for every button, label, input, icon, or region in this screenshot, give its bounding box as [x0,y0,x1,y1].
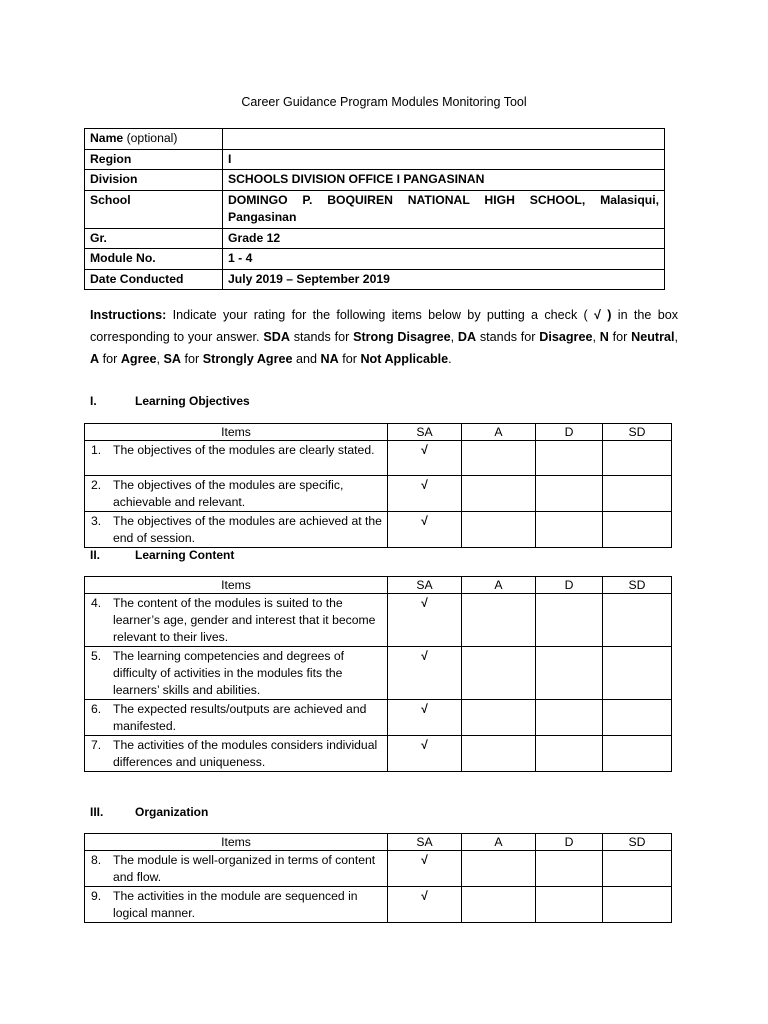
school-value-line1: DOMINGO P. BOQUIREN NATIONAL HIGH SCHOOL, Malasiqui, [228,192,659,207]
document-title: Career Guidance Program Modules Monitoring Tool [241,95,527,109]
item-text: The expected results/outputs are achieved and manifested. [113,702,367,733]
item-number: 8. [91,853,102,867]
rating-cell-sd[interactable] [603,887,672,923]
section-number: II. [90,548,101,562]
header-d: D [536,834,603,851]
rating-table [84,576,672,772]
rating-cell-sa[interactable] [388,594,462,647]
rating-cell-d[interactable] [536,647,603,700]
item-text: The learning competencies and degrees of difficulty of activities in the modules fits the learners’ skills and abilities. [113,649,345,697]
header-items: Items [85,424,388,441]
rating-cell-a[interactable] [462,851,536,887]
header-items: Items [85,834,388,851]
header-sd: SD [603,577,672,594]
item-number: 4. [91,596,102,610]
item-statement [85,647,388,700]
check-mark-icon: √ [421,443,428,457]
name-field[interactable] [223,129,665,150]
item-statement [85,441,388,476]
name-label: Name (optional) [85,129,223,150]
rating-cell-sd[interactable] [603,736,672,772]
item-number: 2. [91,478,102,492]
rating-cell-a[interactable] [462,512,536,548]
rating-cell-a[interactable] [462,647,536,700]
rating-header-row [85,424,672,441]
rating-cell-sd[interactable] [603,594,672,647]
rating-cell-sd[interactable] [603,851,672,887]
check-mark-icon: √ [421,702,428,716]
item-statement [85,851,388,887]
item-statement [85,512,388,548]
rating-header-row [85,834,672,851]
module-label: Module No. [85,249,223,270]
section-number: I. [90,394,97,408]
item-statement [85,736,388,772]
rating-cell-sa[interactable] [388,851,462,887]
item-statement [85,594,388,647]
check-mark-icon: √ [421,649,428,663]
check-mark-icon: √ [421,738,428,752]
item-number: 5. [91,649,102,663]
rating-cell-sa[interactable] [388,441,462,476]
item-statement [85,476,388,512]
rating-cell-sd[interactable] [603,512,672,548]
table-row [85,736,672,772]
rating-table [84,423,672,548]
info-row-date [85,269,665,290]
school-value [223,190,665,228]
header-d: D [536,424,603,441]
item-text: The objectives of the modules are clearly stated. [113,443,375,457]
rating-cell-d[interactable] [536,594,603,647]
info-row-module [85,249,665,270]
table-row [85,441,672,476]
rating-cell-sa[interactable] [388,647,462,700]
rating-cell-sa[interactable] [388,476,462,512]
rating-table [84,833,672,923]
section-title: Learning Content [135,548,235,562]
info-row-name [85,129,665,150]
info-row-school [85,190,665,228]
rating-cell-d[interactable] [536,887,603,923]
item-text: The content of the modules is suited to the learner’s age, gender and interest that it become relevant to their lives. [113,596,376,644]
item-number: 3. [91,514,102,528]
rating-cell-d[interactable] [536,441,603,476]
table-row [85,594,672,647]
header-a: A [462,424,536,441]
section-title: Learning Objectives [135,394,250,408]
school-label: School [85,190,223,228]
info-row-grade [85,228,665,249]
header-sa: SA [388,424,462,441]
item-text: The objectives of the modules are specific, achievable and relevant. [113,478,344,509]
rating-cell-sd[interactable] [603,647,672,700]
section-heading [90,394,250,408]
date-value: July 2019 – September 2019 [223,269,665,290]
table-row [85,647,672,700]
check-mark-icon: √ [421,478,428,492]
info-row-region [85,149,665,170]
grade-value: Grade 12 [223,228,665,249]
rating-cell-a[interactable] [462,736,536,772]
header-d: D [536,577,603,594]
table-row [85,700,672,736]
item-number: 1. [91,443,102,457]
header-sd: SD [603,834,672,851]
region-label: Region [85,149,223,170]
item-statement [85,700,388,736]
instructions-paragraph: Instructions: Indicate your rating for the following items below by putting a check ( √ ) in the box corresponding to your answer. SDA stands for Strong Disagree, DA stands for Disagree, N for Neutral, A for Agree, SA for Strongly Agree and NA for Not Applicable. [90,308,678,366]
header-a: A [462,834,536,851]
rating-cell-sa[interactable] [388,700,462,736]
respondent-info-table [84,128,665,290]
header-sa: SA [388,834,462,851]
section-heading [90,805,208,819]
item-text: The objectives of the modules are achieved at the end of session. [113,514,382,545]
division-label: Division [85,170,223,191]
school-value-line2: Pangasinan [228,210,297,224]
section-heading [90,548,234,562]
date-label: Date Conducted [85,269,223,290]
table-row [85,512,672,548]
rating-cell-sa[interactable] [388,887,462,923]
section-title: Organization [135,805,209,819]
rating-cell-sa[interactable] [388,512,462,548]
check-mark-icon: √ [421,853,428,867]
rating-cell-d[interactable] [536,512,603,548]
rating-cell-sd[interactable] [603,476,672,512]
table-row [85,887,672,923]
check-mark-icon: √ [421,596,428,610]
item-text: The activities in the module are sequenced in logical manner. [113,889,358,920]
check-mark-icon: √ [421,514,428,528]
table-row [85,851,672,887]
header-a: A [462,577,536,594]
rating-cell-a[interactable] [462,441,536,476]
region-value: I [223,149,665,170]
item-text: The activities of the modules considers individual differences and uniqueness. [113,738,378,769]
header-items: Items [85,577,388,594]
module-value: 1 - 4 [223,249,665,270]
item-number: 6. [91,702,102,716]
header-sa: SA [388,577,462,594]
rating-cell-a[interactable] [462,476,536,512]
rating-header-row [85,577,672,594]
rating-cell-d[interactable] [536,851,603,887]
item-number: 9. [91,889,102,903]
header-sd: SD [603,424,672,441]
item-number: 7. [91,738,102,752]
rating-cell-a[interactable] [462,700,536,736]
table-row [85,476,672,512]
section-number: III. [90,805,104,819]
rating-cell-a[interactable] [462,887,536,923]
info-row-division [85,170,665,191]
rating-cell-sd[interactable] [603,441,672,476]
rating-cell-sd[interactable] [603,700,672,736]
item-text: The module is well-organized in terms of content and flow. [113,853,376,884]
rating-cell-d[interactable] [536,736,603,772]
check-mark-icon: √ [421,889,428,903]
rating-cell-a[interactable] [462,594,536,647]
grade-label: Gr. [85,228,223,249]
rating-cell-d[interactable] [536,700,603,736]
rating-cell-sa[interactable] [388,736,462,772]
division-value: SCHOOLS DIVISION OFFICE I PANGASINAN [223,170,665,191]
rating-cell-d[interactable] [536,476,603,512]
item-statement [85,887,388,923]
